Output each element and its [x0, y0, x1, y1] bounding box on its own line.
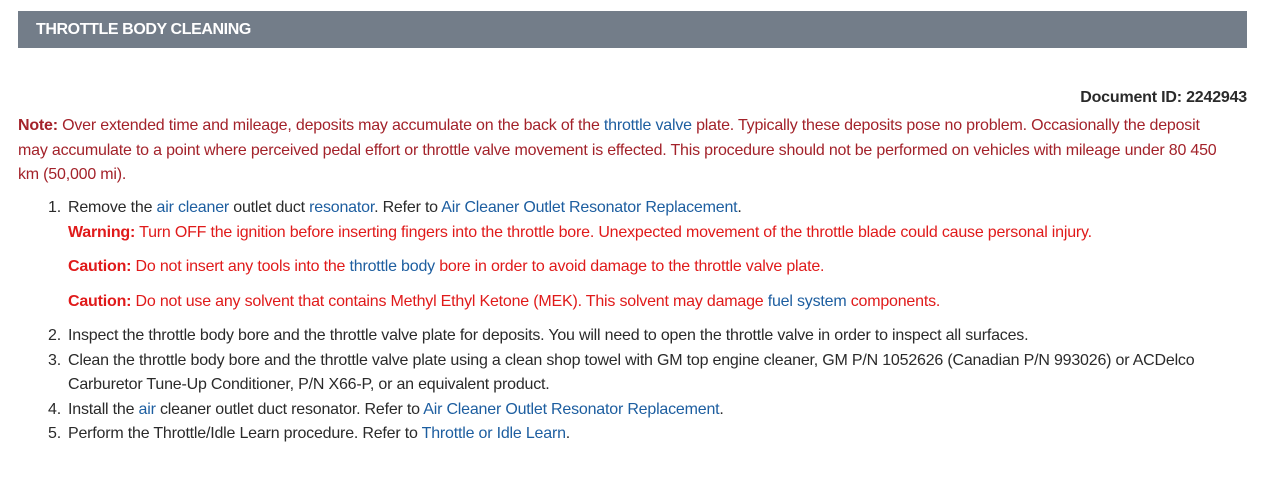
step-number: 1.: [48, 199, 61, 216]
step-text: .: [719, 400, 724, 418]
link-fuel-system[interactable]: fuel system: [767, 292, 847, 310]
caution-text: components.: [846, 292, 941, 310]
step-text: . Refer to: [374, 199, 442, 216]
procedure-steps: [48, 196, 1263, 447]
caution-message-2: [68, 290, 1263, 315]
caution-label: Caution:: [68, 258, 132, 275]
caution-text: Do not insert any tools into the: [131, 258, 350, 275]
warning-label: Warning:: [68, 223, 136, 241]
link-air[interactable]: air: [138, 400, 156, 418]
link-air-cleaner-outlet-resonator-replacement[interactable]: Air Cleaner Outlet Resonator Replacement: [423, 400, 720, 418]
step-4: [48, 398, 1263, 423]
note-text-1: Over extended time and mileage, deposits may accumulate on the back of the: [57, 117, 604, 134]
note-label: Note:: [18, 117, 58, 134]
step-3: [48, 349, 1263, 398]
note-paragraph: [18, 114, 1218, 188]
note-text-2: plate. Typically these deposits pose no problem. Occasionally the deposit may accumulate to a point where perceived pedal effort or throttle valve movement is effected. This procedure should not be performed on vehicles with mileage under 80 450 km (50,000 mi).: [18, 117, 1217, 183]
caution-text: bore in order to avoid damage to the throttle valve plate.: [434, 258, 825, 275]
caution-message-1: [68, 255, 1263, 280]
warning-text: Turn OFF the ignition before inserting fingers into the throttle bore. Unexpected movement of the throttle blade could cause personal injury.: [135, 223, 1092, 241]
step-1-text: [68, 196, 1263, 221]
step-text: Install the: [68, 400, 139, 418]
link-resonator[interactable]: resonator: [309, 199, 375, 216]
link-throttle-valve[interactable]: throttle valve: [603, 117, 692, 134]
document-id: Document ID: 2242943: [1080, 89, 1247, 106]
step-text: cleaner outlet duct resonator. Refer to: [155, 400, 424, 418]
step-text: .: [565, 425, 571, 442]
link-air-cleaner[interactable]: air cleaner: [156, 199, 230, 216]
caution-text: Do not use any solvent that contains Methyl Ethyl Ketone (MEK). This solvent may damage: [131, 292, 768, 310]
step-number: 3.: [48, 351, 61, 369]
link-throttle-body[interactable]: throttle body: [349, 258, 435, 275]
step-number: 2.: [48, 327, 61, 344]
step-number: 4.: [48, 400, 61, 418]
step-text: Remove the: [68, 199, 157, 216]
step-text: Perform the Throttle/Idle Learn procedure. Refer to: [68, 425, 422, 442]
warning-message: [68, 221, 1263, 246]
caution-label: Caution:: [68, 292, 132, 310]
step-1: [48, 196, 1263, 314]
step-5: [48, 422, 1263, 447]
step-2: [48, 324, 1263, 349]
step-text: .: [737, 199, 742, 216]
section-title: THROTTLE BODY CLEANING: [36, 21, 251, 38]
step-text: outlet duct: [229, 199, 310, 216]
link-air-cleaner-outlet-resonator-replacement[interactable]: Air Cleaner Outlet Resonator Replacement: [441, 199, 738, 216]
section-header: [18, 11, 1247, 48]
step-text: Inspect the throttle body bore and the throttle valve plate for deposits. You will need to open the throttle valve in order to inspect all surfaces.: [68, 327, 1029, 344]
link-throttle-or-idle-learn[interactable]: Throttle or Idle Learn: [421, 425, 566, 442]
step-text: Clean the throttle body bore and the throttle valve plate using a clean shop towel with GM top engine cleaner, GM P/N 1052626 (Canadian P/N 993026) or ACDelco Carburetor Tune-Up Conditioner, P/N X66-P, or an equivalent product.: [68, 351, 1195, 393]
step-number: 5.: [48, 425, 61, 442]
